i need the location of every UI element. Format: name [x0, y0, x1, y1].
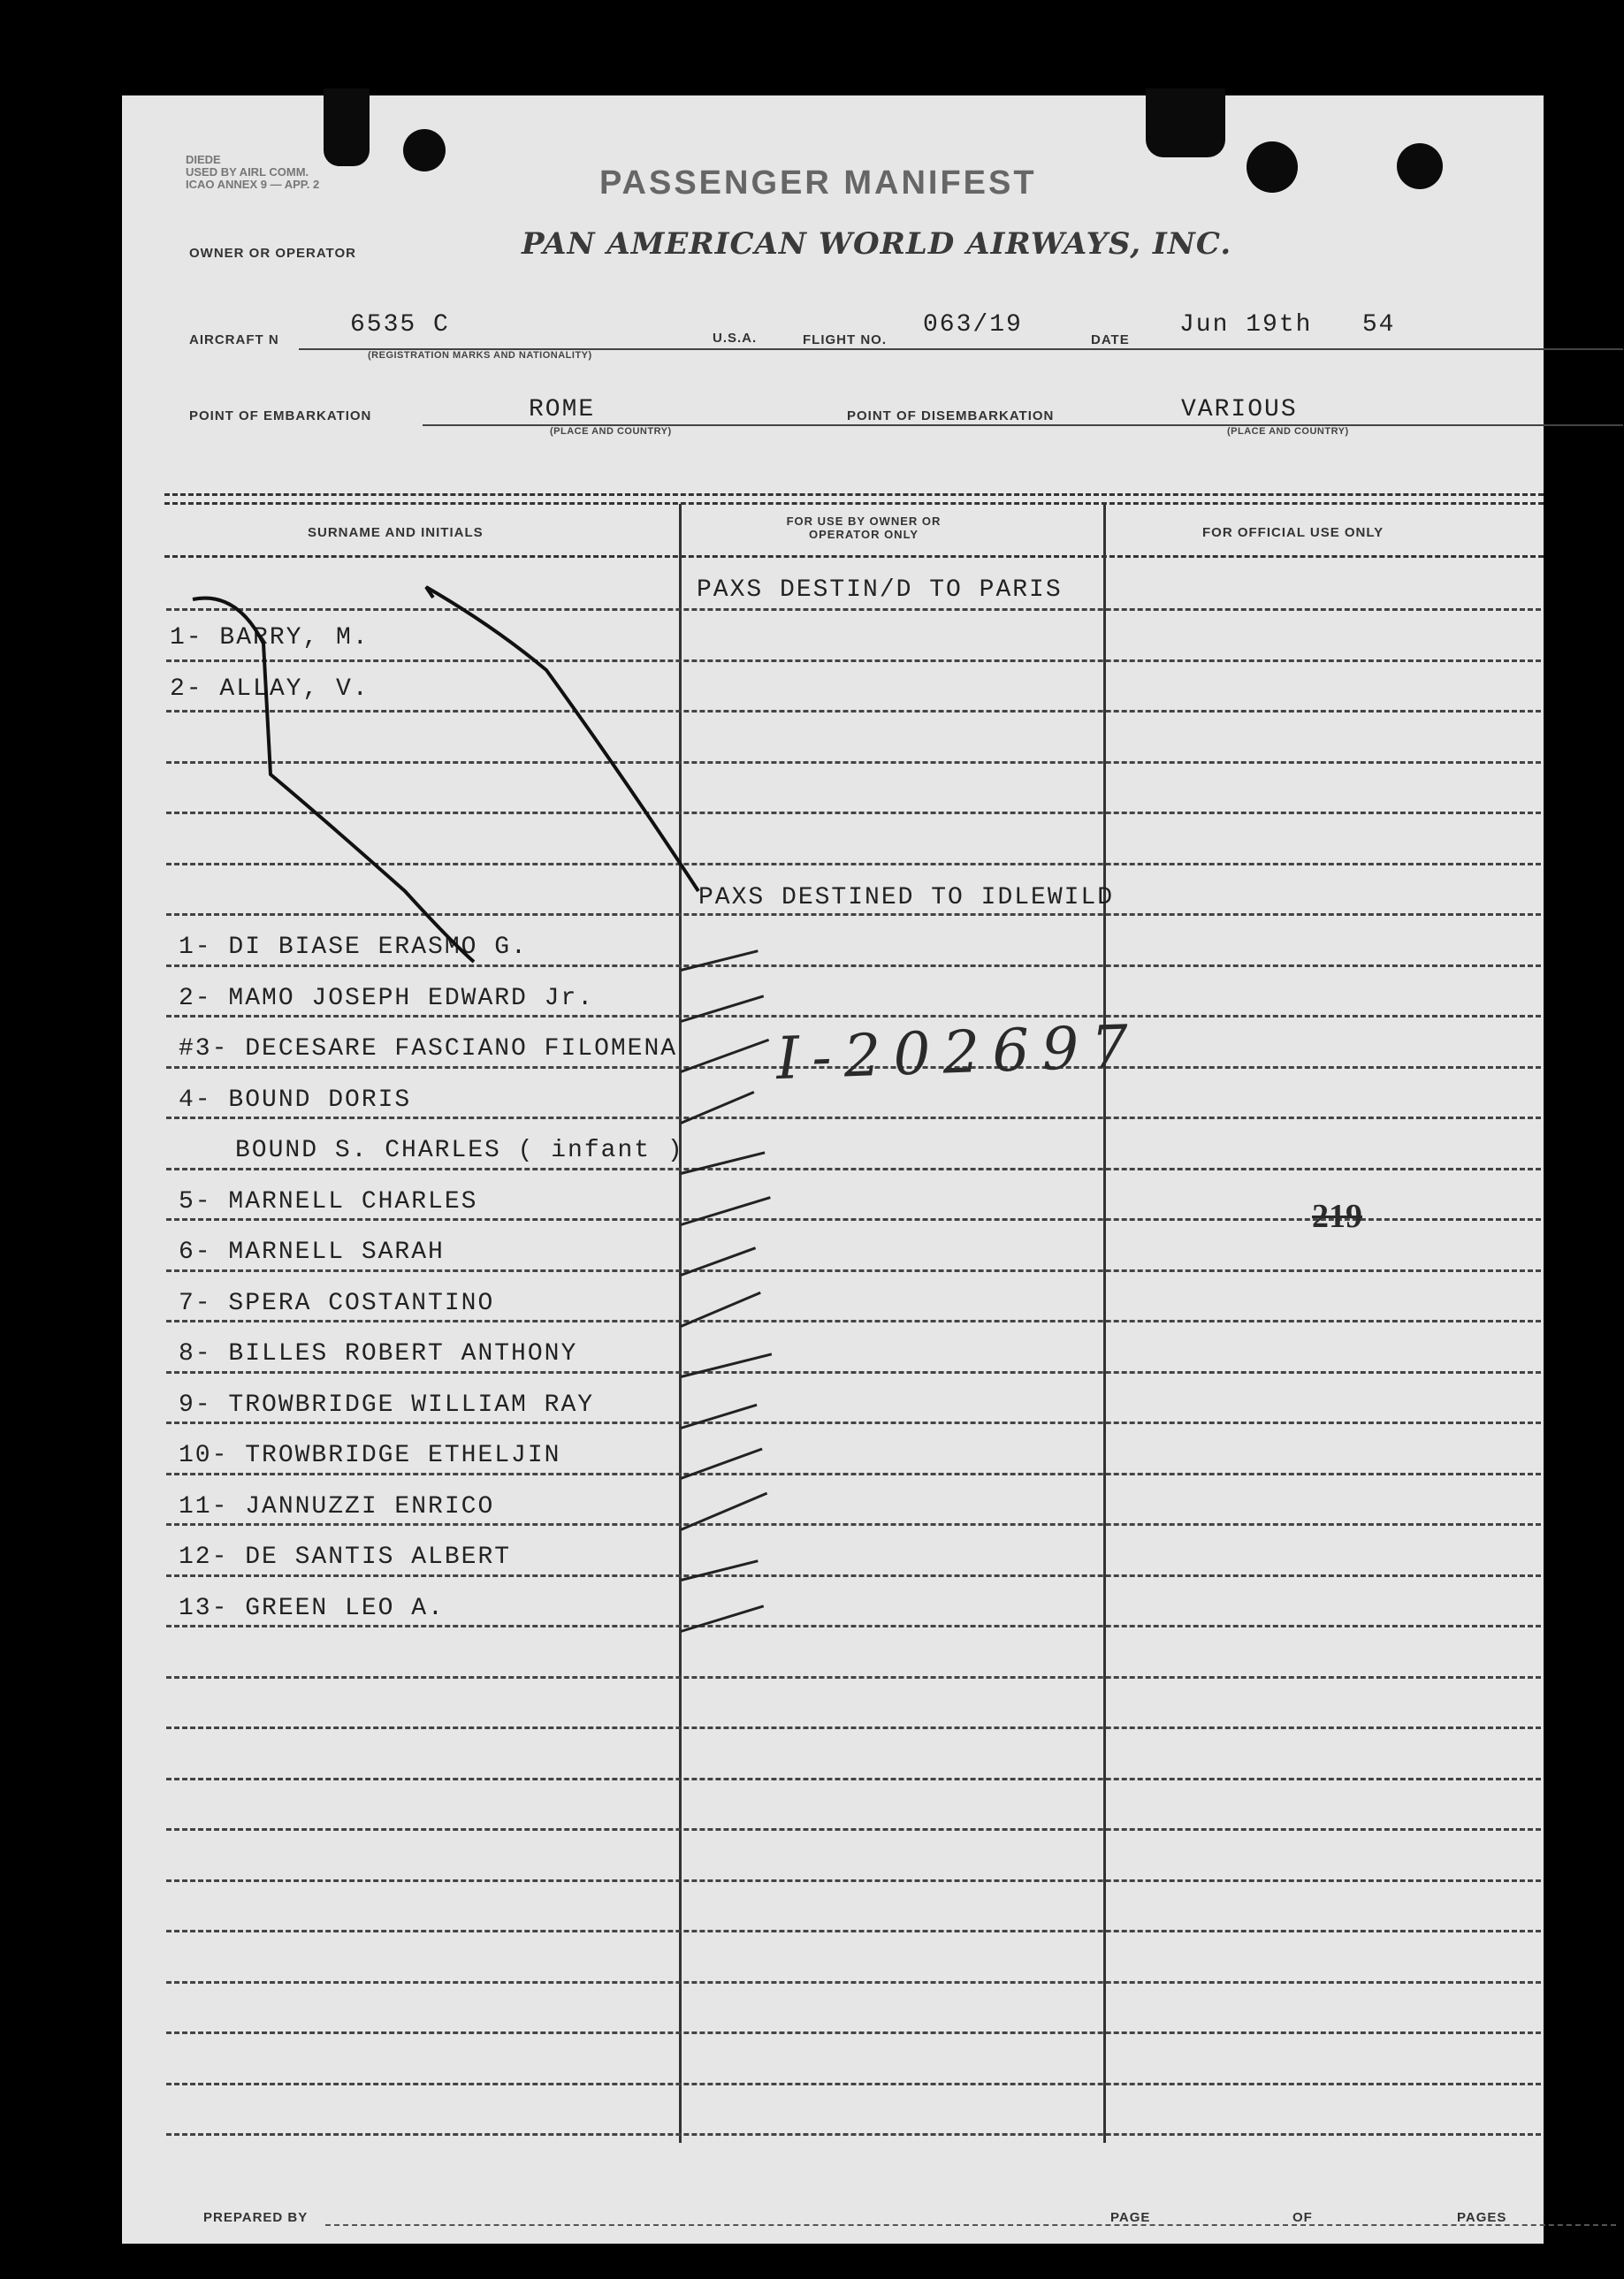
disembarkation-value: VARIOUS — [1181, 396, 1298, 423]
embarkation-caption: (PLACE AND COUNTRY) — [550, 426, 672, 437]
ruled-line — [166, 2133, 1541, 2136]
disembarkation-caption: (PLACE AND COUNTRY) — [1227, 426, 1349, 437]
col-owner-header: FOR USE BY OWNER OR OPERATOR ONLY — [786, 514, 942, 541]
strike-mark-1 — [193, 598, 474, 962]
ruled-line — [166, 1269, 1541, 1272]
stamp-line-1: DIEDE — [186, 153, 221, 166]
passenger-entry: 2- MAMO JOSEPH EDWARD Jr. — [179, 984, 595, 1012]
flight-label: FLIGHT NO. — [803, 332, 887, 347]
check-mark — [681, 1353, 773, 1378]
passenger-entry: 1- BARRY, M. — [170, 624, 370, 652]
strike-through-marks — [122, 95, 1544, 1245]
registration-caption: (REGISTRATION MARKS AND NATIONALITY) — [368, 350, 592, 361]
ruled-line — [166, 1320, 1541, 1322]
of-label: OF — [1292, 2210, 1313, 2225]
ruled-line — [166, 1473, 1541, 1475]
check-mark — [681, 1604, 765, 1633]
ruled-line — [166, 1828, 1541, 1831]
ruled-line — [166, 1422, 1541, 1424]
disembarkation-label: POINT OF DISEMBARKATION — [847, 408, 1055, 423]
group-heading-idlewild: PAXS DESTINED TO IDLEWILD — [698, 884, 1115, 911]
passenger-entry: 13- GREEN LEO A. — [179, 1594, 445, 1622]
ruled-line — [166, 1981, 1541, 1984]
passenger-entry: 9- TROWBRIDGE WILLIAM RAY — [179, 1391, 595, 1419]
ruled-line — [166, 1625, 1541, 1627]
check-mark — [681, 1559, 759, 1582]
owner-label: OWNER OR OPERATOR — [189, 246, 356, 261]
passenger-entry: 5- MARNELL CHARLES — [179, 1187, 478, 1216]
pages-label: PAGES — [1457, 2210, 1507, 2225]
embarkation-label: POINT OF EMBARKATION — [189, 408, 372, 423]
date-value: Jun 19th 54 — [1179, 311, 1396, 339]
ruled-line — [166, 1879, 1541, 1882]
passenger-entry: 8- BILLES ROBERT ANTHONY — [179, 1340, 578, 1368]
ruled-line — [166, 1371, 1541, 1374]
passenger-entry: 4- BOUND DORIS — [179, 1086, 412, 1114]
ruled-line — [166, 1574, 1541, 1577]
usa-label: U.S.A. — [713, 331, 758, 346]
passenger-entry: 11- JANNUZZI ENRICO — [179, 1492, 495, 1521]
passenger-entry: #3- DECESARE FASCIANO FILOMENA — [179, 1035, 678, 1063]
stamp-line-2: USED BY AIRL COMM. — [186, 165, 309, 179]
official-number: 219 — [1312, 1198, 1362, 1235]
col-official-header: FOR OFFICIAL USE ONLY — [1202, 525, 1384, 540]
passenger-entry: 7- SPERA COSTANTINO — [179, 1289, 495, 1317]
check-mark — [681, 1403, 758, 1429]
aircraft-value: 6535 C — [350, 311, 450, 339]
passenger-entry: 10- TROWBRIDGE ETHELJIN — [179, 1442, 561, 1469]
strike-mark-2 — [426, 587, 698, 891]
passenger-entry: 12- DE SANTIS ALBERT — [179, 1543, 512, 1571]
passenger-entry: 2- ALLAY, V. — [170, 675, 370, 703]
ruled-line — [166, 1523, 1541, 1526]
embarkation-value: ROME — [529, 396, 596, 423]
date-label: DATE — [1091, 332, 1130, 347]
ruled-line — [166, 2083, 1541, 2085]
page-label: PAGE — [1110, 2210, 1151, 2225]
passenger-entry: BOUND S. CHARLES ( infant ) — [235, 1137, 684, 1164]
flight-value: 063/19 — [923, 311, 1023, 339]
group-heading-paris: PAXS DESTIN/D TO PARIS — [697, 576, 1063, 604]
aircraft-label: AIRCRAFT N — [189, 332, 279, 347]
passenger-entry: 1- DI BIASE ERASMO G. — [179, 934, 528, 961]
col-surname-header: SURNAME AND INITIALS — [308, 525, 484, 540]
form-title: PASSENGER MANIFEST — [599, 164, 1037, 202]
prepared-by-label: PREPARED BY — [203, 2210, 309, 2225]
ruled-line — [166, 1778, 1541, 1780]
manifest-sheet — [122, 95, 1544, 2244]
ruled-line — [166, 1676, 1541, 1679]
handwritten-document-number: I-202697 — [774, 1011, 1142, 1094]
ruled-line — [166, 1726, 1541, 1729]
passenger-entry: 6- MARNELL SARAH — [179, 1239, 445, 1266]
ruled-line — [166, 1930, 1541, 1932]
airline-name: PAN AMERICAN WORLD AIRWAYS, INC. — [522, 226, 1232, 262]
footer-underline — [325, 2224, 1616, 2226]
ruled-line — [166, 2031, 1541, 2034]
stamp-line-3: ICAO ANNEX 9 — APP. 2 — [186, 178, 320, 191]
